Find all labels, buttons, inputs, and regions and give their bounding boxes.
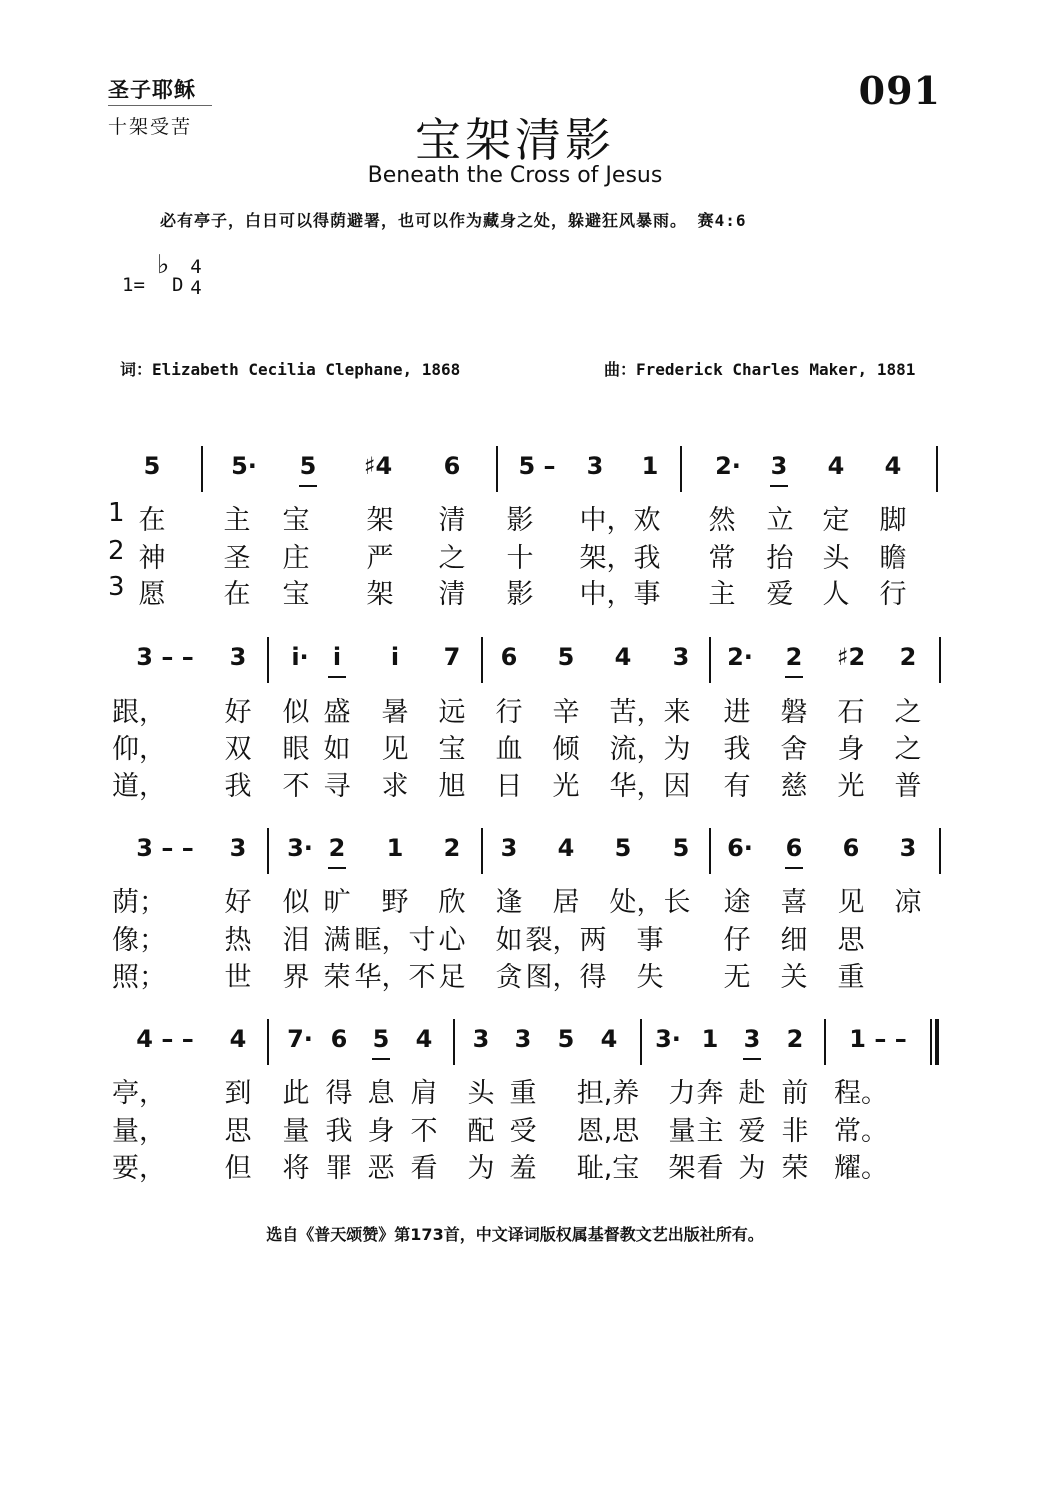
lyric-syllable: 宝 <box>438 734 466 765</box>
lyric-syllable: 到 <box>224 1078 252 1109</box>
lyric-syllable: 力 <box>668 1078 696 1109</box>
lyric-syllable: 之 <box>438 543 466 574</box>
lyric-syllable: 恩,思 <box>576 1116 640 1147</box>
lyric-syllable: 神 <box>138 543 166 574</box>
lyric-syllable: 世 <box>224 962 252 993</box>
lyric-syllable: 欣 <box>438 887 466 918</box>
note-underline <box>785 867 803 869</box>
lyric-syllable: 无 <box>723 962 751 993</box>
lyric-syllable: 羞 <box>509 1153 537 1184</box>
bar-line <box>709 637 711 683</box>
key-tonic: D <box>172 274 184 296</box>
lyric-syllable: 野 <box>381 887 409 918</box>
lyric-syllable: 流，为 <box>609 734 691 765</box>
verse-number: 3 <box>108 572 125 602</box>
note: 5 <box>372 1025 390 1053</box>
lyric-syllable: 似 <box>282 887 310 918</box>
note: 3 <box>899 834 917 862</box>
lyric-syllable: 受 <box>509 1116 537 1147</box>
bar-line <box>453 1019 455 1065</box>
note: 7· <box>287 1025 313 1053</box>
bar-line <box>939 828 941 874</box>
lyric-syllable: 庄 <box>282 543 310 574</box>
hymn-title: 宝架清影 <box>415 113 615 167</box>
lyric-syllable: 喜 <box>780 887 808 918</box>
lyric-syllable: 好 <box>224 887 252 918</box>
lyric-syllable: 然 <box>708 505 736 536</box>
lyric-syllable: 人 <box>822 579 850 610</box>
lyric-syllable: 足 <box>438 962 466 993</box>
note: 4 <box>600 1025 618 1053</box>
lyric-syllable: 头 <box>822 543 850 574</box>
note-underline <box>328 867 346 869</box>
lyric-syllable: 贪 <box>495 962 523 993</box>
note: 3· <box>287 834 313 862</box>
lyric-syllable: 满 <box>323 925 351 956</box>
note: 2 <box>443 834 461 862</box>
lyric-syllable: 我 <box>224 771 252 802</box>
lyric-syllable: 远 <box>438 697 466 728</box>
music-credit: 曲：Frederick Charles Maker, 1881 <box>604 360 916 379</box>
lyric-syllable: 架 <box>366 579 394 610</box>
lyric-syllable: 热 <box>224 925 252 956</box>
note: 7 <box>443 643 461 671</box>
lyric-syllable: 图，得 <box>525 962 607 993</box>
lyric-syllable: 荣 <box>781 1153 809 1184</box>
lyric-syllable: 界 <box>282 962 310 993</box>
note: 2· <box>727 643 753 671</box>
lyric-syllable: 眼 <box>282 734 310 765</box>
bar-line <box>496 446 498 492</box>
lyric-syllable: 裂，两 <box>525 925 607 956</box>
lyric-syllable: 之 <box>894 697 922 728</box>
note: 2 <box>786 1025 804 1053</box>
lyric-syllable: 暑 <box>381 697 409 728</box>
time-signature <box>188 257 204 299</box>
lyric-syllable: 量 <box>282 1116 310 1147</box>
verse-number: 2 <box>108 536 125 566</box>
hymn-subtitle: Beneath the Cross of Jesus <box>367 163 663 188</box>
lyric-syllable: 辛 <box>552 697 580 728</box>
lyric-syllable: 仰， <box>112 734 166 765</box>
lyric-syllable: 立 <box>766 505 794 536</box>
lyric-syllable: 思 <box>224 1116 252 1147</box>
bar-line <box>640 1019 642 1065</box>
bar-line <box>267 1019 269 1065</box>
note: 6 <box>842 834 860 862</box>
bar-line <box>267 637 269 683</box>
lyric-syllable: 主 <box>696 1116 724 1147</box>
note: 3 <box>586 452 604 480</box>
note: 5· <box>231 452 257 480</box>
lyric-syllable: 似 <box>282 697 310 728</box>
lyric-syllable: 倾 <box>552 734 580 765</box>
time-signature-bottom: 4 <box>190 277 202 299</box>
key-prefix: 1= <box>122 274 145 296</box>
lyric-syllable: 为 <box>467 1153 495 1184</box>
note: 4 <box>229 1025 247 1053</box>
lyric-syllable: 我 <box>723 734 751 765</box>
note: 1 <box>701 1025 719 1053</box>
lyric-syllable: 盛 <box>323 697 351 728</box>
note: i· <box>291 643 309 671</box>
bar-line <box>267 828 269 874</box>
lyric-syllable: 途 <box>723 887 751 918</box>
lyric-syllable: 居 <box>552 887 580 918</box>
note: 3 <box>229 643 247 671</box>
note: 3· <box>655 1025 681 1053</box>
lyric-syllable: 中，欢 <box>579 505 661 536</box>
bar-line <box>709 828 711 874</box>
note: 5 <box>557 643 575 671</box>
lyric-syllable: 苦，来 <box>609 697 691 728</box>
note: 6 <box>500 643 518 671</box>
bar-line <box>939 637 941 683</box>
lyric-syllable: 宝 <box>282 579 310 610</box>
bar-line <box>936 446 938 492</box>
lyric-syllable: 不 <box>410 1116 438 1147</box>
time-signature-top: 4 <box>190 256 202 278</box>
lyric-syllable: 旷 <box>323 887 351 918</box>
lyric-syllable: 架，我 <box>579 543 661 574</box>
lyric-syllable: 为 <box>738 1153 766 1184</box>
lyric-syllable: 影 <box>506 579 534 610</box>
lyric-syllable: 但 <box>224 1153 252 1184</box>
lyric-syllable: 我 <box>325 1116 353 1147</box>
lyric-syllable: 架 <box>366 505 394 536</box>
lyric-syllable: 光 <box>552 771 580 802</box>
lyric-syllable: 慈 <box>780 771 808 802</box>
note: 3 <box>743 1025 761 1053</box>
lyric-syllable: 头 <box>467 1078 495 1109</box>
lyric-syllable: 磐 <box>780 697 808 728</box>
note-underline <box>328 676 346 678</box>
note: 1 <box>386 834 404 862</box>
note: 6 <box>785 834 803 862</box>
lyric-syllable: 好 <box>224 697 252 728</box>
lyric-syllable: 配 <box>467 1116 495 1147</box>
lyric-syllable: 此 <box>282 1078 310 1109</box>
lyric-syllable: 心 <box>438 925 466 956</box>
bar-line <box>824 1019 826 1065</box>
lyric-syllable: 行 <box>495 697 523 728</box>
lyric-syllable: 息 <box>367 1078 395 1109</box>
lyric-syllable: 见 <box>381 734 409 765</box>
lyric-syllable: 亭， <box>112 1078 166 1109</box>
lyric-syllable: 常 <box>708 543 736 574</box>
lyric-syllable: 脚 <box>879 505 907 536</box>
lyric-syllable: 处，长 <box>609 887 691 918</box>
note: 5 <box>557 1025 575 1053</box>
note: 1 – – <box>849 1025 907 1053</box>
lyric-syllable: 爱 <box>766 579 794 610</box>
note: 2 <box>899 643 917 671</box>
lyric-syllable: 舍 <box>780 734 808 765</box>
note-underline <box>743 1058 761 1060</box>
note: 3 <box>229 834 247 862</box>
lyric-syllable: 常。 <box>834 1116 888 1147</box>
bar-line <box>481 828 483 874</box>
lyric-syllable: 要， <box>112 1153 166 1184</box>
lyric-syllable: 行 <box>879 579 907 610</box>
note: 2 <box>328 834 346 862</box>
lyric-syllable: 严 <box>366 543 394 574</box>
lyric-syllable: 道， <box>112 771 166 802</box>
note-underline <box>372 1058 390 1060</box>
lyric-syllable: 日 <box>495 771 523 802</box>
lyric-syllable: 失 <box>636 962 664 993</box>
lyric-syllable: 身 <box>367 1116 395 1147</box>
note: 4 <box>557 834 575 862</box>
lyric-syllable: 不 <box>282 771 310 802</box>
note-underline <box>785 676 803 678</box>
verse-number: 1 <box>108 498 125 528</box>
note: 3 <box>770 452 788 480</box>
note-underline <box>299 485 317 487</box>
bar-line <box>481 637 483 683</box>
note: 4 <box>884 452 902 480</box>
note: i <box>390 643 400 671</box>
note: 3 <box>472 1025 490 1053</box>
lyric-syllable: 看 <box>696 1153 724 1184</box>
lyric-syllable: 如 <box>495 925 523 956</box>
lyric-syllable: 影 <box>506 505 534 536</box>
lyric-syllable: 恶 <box>367 1153 395 1184</box>
lyric-syllable: 跟， <box>112 697 166 728</box>
lyric-syllable: 圣 <box>223 543 251 574</box>
note: 5 – <box>518 452 556 480</box>
lyric-syllable: 程。 <box>834 1078 888 1109</box>
lyric-syllable: 将 <box>282 1153 310 1184</box>
lyric-syllable: 清 <box>438 505 466 536</box>
lyric-syllable: 在 <box>223 579 251 610</box>
hymn-category: 圣子耶稣 <box>108 77 196 102</box>
lyric-syllable: 抬 <box>766 543 794 574</box>
lyric-syllable: 见 <box>837 887 865 918</box>
lyric-syllable: 事 <box>636 925 664 956</box>
lyric-syllable: 担,养 <box>576 1078 640 1109</box>
lyric-syllable: 思 <box>837 925 865 956</box>
note: 5 <box>614 834 632 862</box>
lyric-syllable: 看 <box>410 1153 438 1184</box>
note: 2· <box>715 452 741 480</box>
lyric-syllable: 血 <box>495 734 523 765</box>
bar-line <box>680 446 682 492</box>
lyric-syllable: 有 <box>723 771 751 802</box>
note: 3 – – <box>136 643 194 671</box>
lyric-syllable: 进 <box>723 697 751 728</box>
note: 2 <box>785 643 803 671</box>
lyric-syllable: 荫； <box>112 887 166 918</box>
note: 6· <box>727 834 753 862</box>
lyric-syllable: 旭 <box>438 771 466 802</box>
lyric-syllable: 量 <box>668 1116 696 1147</box>
lyric-syllable: 宝 <box>282 505 310 536</box>
lyric-syllable: 罪 <box>325 1153 353 1184</box>
lyric-syllable: 重 <box>509 1078 537 1109</box>
lyric-syllable: 定 <box>822 505 850 536</box>
note: 3 <box>672 643 690 671</box>
final-bar-line <box>930 1019 939 1065</box>
note: 6 <box>443 452 461 480</box>
note: 5 <box>672 834 690 862</box>
lyric-syllable: 普 <box>894 771 922 802</box>
lyric-syllable: 照； <box>112 962 166 993</box>
lyric-syllable: 荣 <box>323 962 351 993</box>
lyric-syllable: 求 <box>381 771 409 802</box>
lyric-syllable: 寻 <box>323 771 351 802</box>
lyric-syllable: 石 <box>837 697 865 728</box>
note: 4 – – <box>136 1025 194 1053</box>
lyric-syllable: 华，不 <box>354 962 436 993</box>
note: i <box>332 643 342 671</box>
lyric-syllable: 非 <box>781 1116 809 1147</box>
lyric-syllable: 肩 <box>410 1078 438 1109</box>
lyric-syllable: 之 <box>894 734 922 765</box>
lyric-syllable: 重 <box>837 962 865 993</box>
lyric-syllable: 得 <box>325 1078 353 1109</box>
lyric-syllable: 泪 <box>282 925 310 956</box>
note: ♯2 <box>836 643 866 671</box>
lyric-syllable: 架 <box>668 1153 696 1184</box>
lyric-syllable: 耻,宝 <box>576 1153 640 1184</box>
lyric-syllable: 细 <box>780 925 808 956</box>
lyric-syllable: 在 <box>138 505 166 536</box>
lyric-syllable: 耀。 <box>834 1153 888 1184</box>
lyric-syllable: 关 <box>780 962 808 993</box>
note: 4 <box>415 1025 433 1053</box>
hymn-subcategory: 十架受苦 <box>108 116 193 138</box>
lyric-syllable: 主 <box>223 505 251 536</box>
lyric-syllable: 仔 <box>723 925 751 956</box>
note: ♯4 <box>363 452 393 480</box>
lyric-syllable: 十 <box>506 543 534 574</box>
lyrics-credit: 词：Elizabeth Cecilia Clephane, 1868 <box>120 360 461 379</box>
lyric-syllable: 身 <box>837 734 865 765</box>
hymn-number: 091 <box>858 68 941 113</box>
flat-sign: ♭ <box>157 250 170 280</box>
scripture-quote: 必有亭子，白日可以得荫避署，也可以作为藏身之处，躲避狂风暴雨。 赛4:6 <box>160 211 747 230</box>
lyric-syllable: 愿 <box>138 579 166 610</box>
lyric-syllable: 华，因 <box>609 771 691 802</box>
note: 3 – – <box>136 834 194 862</box>
lyric-syllable: 中，事 <box>579 579 661 610</box>
lyric-syllable: 赴 <box>738 1078 766 1109</box>
lyric-syllable: 像； <box>112 925 166 956</box>
lyric-syllable: 眶，寸 <box>354 925 436 956</box>
copyright-footer: 选自《普天颂赞》第173首，中文译词版权属基督教文艺出版社所有。 <box>266 1225 764 1244</box>
lyric-syllable: 主 <box>708 579 736 610</box>
lyric-syllable: 光 <box>837 771 865 802</box>
note-underline <box>770 485 788 487</box>
note: 5 <box>299 452 317 480</box>
lyric-syllable: 爱 <box>738 1116 766 1147</box>
lyric-syllable: 清 <box>438 579 466 610</box>
note: 6 <box>330 1025 348 1053</box>
note: 4 <box>614 643 632 671</box>
lyric-syllable: 前 <box>781 1078 809 1109</box>
note: 3 <box>514 1025 532 1053</box>
lyric-syllable: 双 <box>224 734 252 765</box>
lyric-syllable: 瞻 <box>879 543 907 574</box>
note: 3 <box>500 834 518 862</box>
note: 5 <box>143 452 161 480</box>
note: 1 <box>641 452 659 480</box>
lyric-syllable: 量， <box>112 1116 166 1147</box>
lyric-syllable: 奔 <box>696 1078 724 1109</box>
bar-line <box>201 446 203 492</box>
lyric-syllable: 如 <box>323 734 351 765</box>
note: 4 <box>827 452 845 480</box>
lyric-syllable: 逢 <box>495 887 523 918</box>
lyric-syllable: 凉 <box>894 887 922 918</box>
